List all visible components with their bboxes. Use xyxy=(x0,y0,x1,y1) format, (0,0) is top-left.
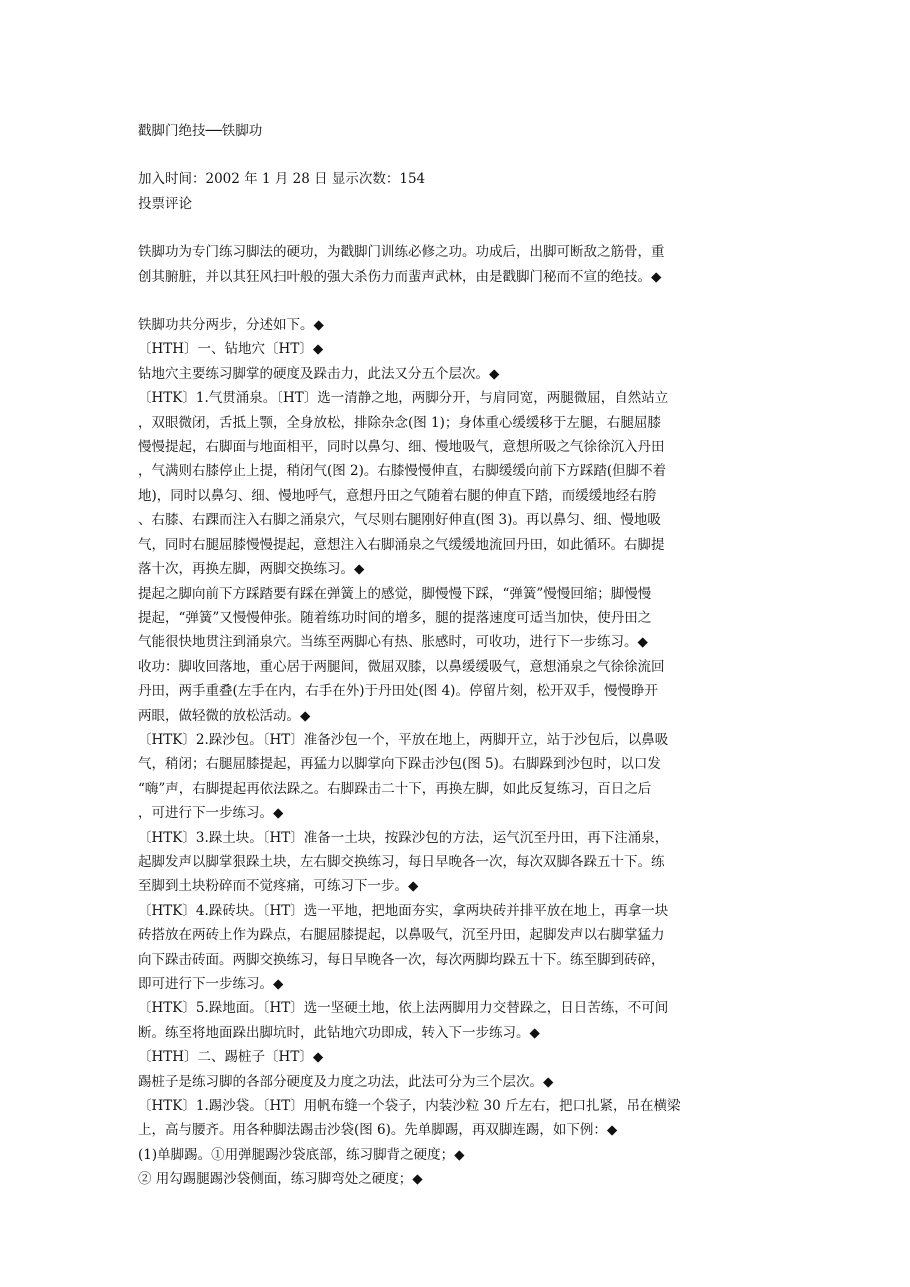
body-line: 丹田，两手重叠(左手在内，右手在外)于丹田处(图 4)。停留片刻，松开双手，慢慢睁开 xyxy=(138,683,658,700)
body-line: 铁脚功共分两步，分述如下。◆ xyxy=(138,317,324,334)
body-line: 慢慢提起，右脚面与地面相平，同时以鼻匀、细、慢地吸气，意想所吸之气徐徐沉入丹田 xyxy=(138,439,665,456)
body-line: 〔HTH〕一、钻地穴〔HT〕◆ xyxy=(138,341,324,358)
body-line: ② 用勾踢腿踢沙袋侧面，练习脚弯处之硬度；◆ xyxy=(138,1171,423,1188)
body-line: 〔HTK〕2.跺沙包。〔HT〕准备沙包一个，平放在地上，两脚开立，站于沙包后，以鼻吸 xyxy=(138,731,669,748)
body-line: 〔HTK〕3.跺土块。〔HT〕准备一土块，按跺沙包的方法，运气沉至丹田，再下注涌泉， xyxy=(138,829,669,846)
body-line: 〔HTK〕5.跺地面。〔HT〕选一坚硬土地，依上法两脚用力交替跺之，日日苦练，不可间 xyxy=(138,1000,669,1017)
body-line: ，可进行下一步练习。◆ xyxy=(138,805,284,822)
paragraph-gap xyxy=(138,289,688,313)
body-line: 即可进行下一步练习。◆ xyxy=(138,976,284,992)
body-line: 断。练至将地面跺出脚坑时，此钻地穴功即成，转入下一步练习。◆ xyxy=(138,1024,540,1041)
body-line: “嗨”声，右脚提起再依法跺之。右脚跺击二十下，再换左脚，如此反复练习，百日之后 xyxy=(138,780,652,797)
body-line: 〔HTK〕1.踢沙袋。〔HT〕用帆布缝一个袋子，内装沙粒 30 斤左右，把口扎紧，吊在横梁 xyxy=(138,1098,681,1115)
body-line: 提起之脚向前下方踩踏要有踩在弹簧上的感觉，脚慢慢下踩，“弹簧”慢慢回缩；脚慢慢 xyxy=(138,585,652,602)
article-body xyxy=(138,313,688,1192)
body-line: 气，稍闭；右腿屈膝提起，再猛力以脚掌向下跺击沙包(图 5)。右脚跺到沙包时，以口发 xyxy=(138,756,661,773)
body-line: 〔HTK〕1.气贯涌泉。〔HT〕选一清静之地，两脚分开，与肩同宽，两腿微屈，自然站立 xyxy=(138,390,669,407)
vote-comment-link[interactable]: 投票评论 xyxy=(138,195,192,212)
body-line: 踢桩子是练习脚的各部分硬度及力度之功法，此法可分为三个层次。◆ xyxy=(138,1073,554,1090)
body-line: (1)单脚踢。①用弹腿踢沙袋底部，练习脚背之硬度；◆ xyxy=(138,1146,465,1163)
body-line: 收功：脚收回落地，重心居于两腿间，微屈双膝，以鼻缓缓吸气，意想涌泉之气徐徐流回 xyxy=(138,658,665,675)
body-line: ，双眼微闭，舌抵上颚，全身放松，排除杂念(图 1)；身体重心缓缓移于左腿，右腿屈膝 xyxy=(138,414,661,431)
body-line: 气，同时右腿屈膝慢慢提起，意想注入右脚涌泉之气缓缓地流回丹田，如此循环。右脚提 xyxy=(138,536,665,553)
body-line: 落十次，再换左脚，两脚交换练习。◆ xyxy=(138,561,365,578)
body-line: 、右膝、右踝而注入右脚之涌泉穴，气尽则右腿刚好伸直(图 3)。再以鼻匀、细、慢地吸 xyxy=(138,512,661,529)
intro-paragraph xyxy=(138,240,688,289)
body-line: 至脚到土块粉碎而不觉疼痛，可练习下一步。◆ xyxy=(138,878,419,895)
article-meta: 加入时间：2002 年 1 月 28 日 显示次数：154 xyxy=(138,171,426,188)
body-line: 气能很快地贯注到涌泉穴。当练至两脚心有热、胀感时，可收功，进行下一步练习。◆ xyxy=(138,634,648,651)
body-line: 向下跺击砖面。两脚交换练习，每日早晚各一次，每次两脚均跺五十下。练至脚到砖碎， xyxy=(138,951,665,968)
document-page xyxy=(138,119,688,1192)
body-line: 两眼，做轻微的放松活动。◆ xyxy=(138,707,311,724)
intro-line: 铁脚功为专门练习脚法的硬功，为戳脚门训练必修之功。功成后，出脚可断敌之筋骨，重 xyxy=(138,244,665,261)
article-title: 戳脚门绝技──铁脚功 xyxy=(138,123,263,139)
body-line: 〔HTK〕4.跺砖块。〔HT〕选一平地，把地面夯实，拿两块砖并排平放在地上，再拿一块 xyxy=(138,902,669,919)
body-line: 砖搭放在两砖上作为跺点，右腿屈膝提起，以鼻吸气，沉至丹田，起脚发声以右脚掌猛力 xyxy=(138,927,665,944)
body-line: 上，高与腰齐。用各种脚法踢击沙袋(图 6)。先单脚踢，再双脚连踢，如下例：◆ xyxy=(138,1122,618,1139)
intro-line: 创其腑脏，并以其狂风扫叶般的强大杀伤力而蜚声武林，由是戳脚门秘而不宣的绝技。◆ xyxy=(138,268,662,285)
body-line: 〔HTH〕二、踢桩子〔HT〕◆ xyxy=(138,1049,324,1066)
body-line: 钻地穴主要练习脚掌的硬度及跺击力，此法又分五个层次。◆ xyxy=(138,365,500,382)
body-line: 起脚发声以脚掌狠跺土块，左右脚交换练习，每日早晚各一次，每次双脚各跺五十下。练 xyxy=(138,853,665,870)
body-line: ，气满则右膝停止上提，稍闭气(图 2)。右膝慢慢伸直，右脚缓缓向前下方踩踏(但脚不着 xyxy=(138,463,667,480)
body-line: 提起，“弹簧”又慢慢伸张。随着练功时间的增多，腿的提落速度可适当加快，使丹田之 xyxy=(138,609,652,626)
body-line: 地)，同时以鼻匀、细、慢地呼气，意想丹田之气随着右腿的伸直下踏，而缓缓地经右胯 xyxy=(138,487,657,504)
